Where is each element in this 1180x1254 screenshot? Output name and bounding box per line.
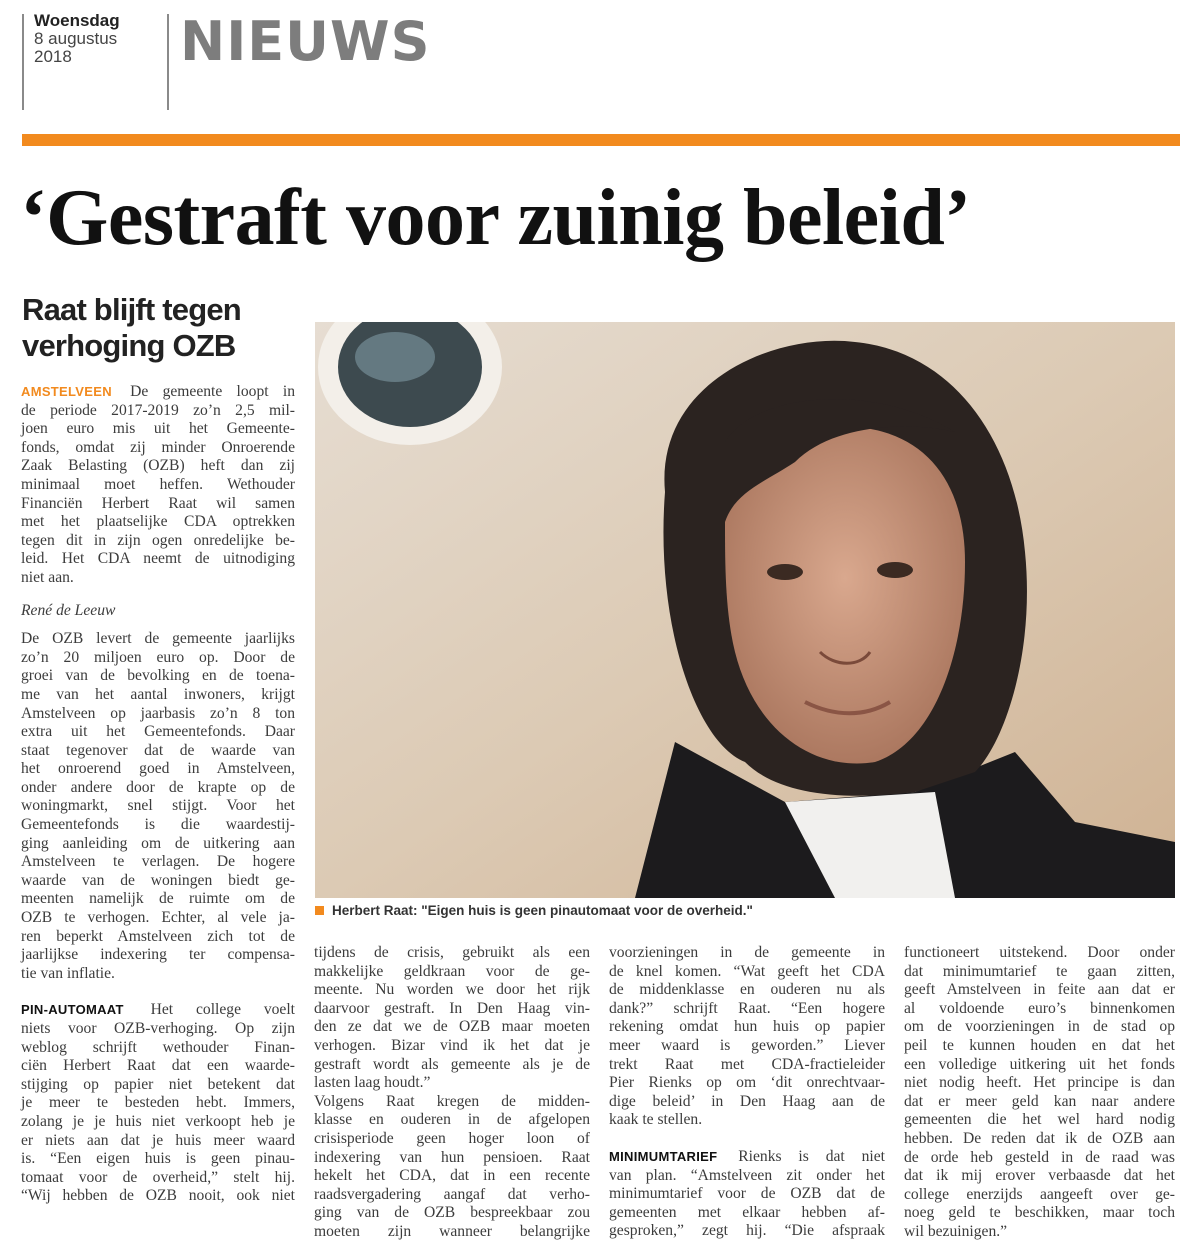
text-line xyxy=(21,1039,295,1058)
text-line xyxy=(21,779,295,798)
line-text: “Wij hebben de OZB nooit, ook niet xyxy=(21,1187,295,1205)
line-text: crisisperiode geen hoger loon of xyxy=(314,1129,590,1147)
text-line xyxy=(904,1149,1175,1168)
text-line xyxy=(21,797,295,816)
paragraph xyxy=(314,944,590,1093)
photo-caption xyxy=(315,903,753,918)
line-text: moeten zijn wanneer belangrijke xyxy=(314,1222,590,1240)
line-text: Volgens Raat kregen de midden- xyxy=(314,1092,590,1110)
text-line xyxy=(21,383,295,402)
text-line xyxy=(21,667,295,686)
line-text: Gemeentefonds is die waardestij- xyxy=(21,816,295,834)
line-text: raadsvergadering aangaf dat verho- xyxy=(314,1185,590,1203)
text-line xyxy=(21,1094,295,1113)
subhead-line: verhoging OZB xyxy=(22,328,236,363)
text-line xyxy=(21,890,295,909)
line-text: onder andere door de krapte op de xyxy=(21,778,295,796)
caption-bullet xyxy=(315,906,324,915)
line-text: noeg geld te beschikken, maar toch xyxy=(904,1204,1175,1222)
line-text: woningmarkt, snel stijgt. Voor het xyxy=(21,797,295,815)
line-text: makkelijke geldkraan voor de ge- xyxy=(314,962,590,980)
text-line xyxy=(21,1187,295,1206)
text-line xyxy=(904,1130,1175,1149)
line-text: den ze dat we de OZB maar moeten xyxy=(314,1018,590,1036)
line-text: gesproken,” zegt hij. “Die afspraak xyxy=(609,1222,885,1240)
text-line xyxy=(21,1113,295,1132)
line-text: is. “Een eigen huis is geen pinau- xyxy=(21,1150,295,1168)
article-column-3 xyxy=(609,944,885,1241)
line-text: van plan. “Amstelveen zit onder het xyxy=(609,1166,885,1184)
line-text: weblog schrijft wethouder Finan- xyxy=(21,1038,295,1056)
text-line xyxy=(21,835,295,854)
text-line xyxy=(609,944,885,963)
text-line xyxy=(21,402,295,421)
text-line xyxy=(314,1130,590,1149)
text-line xyxy=(904,1037,1175,1056)
line-text: stijging op papier niet betekent dat xyxy=(21,1075,295,1093)
text-line xyxy=(904,1167,1175,1186)
text-line xyxy=(904,1111,1175,1130)
text-line xyxy=(21,457,295,476)
article-column-4 xyxy=(904,944,1175,1242)
line-text: meenten namelijk de ruimte om de xyxy=(21,890,295,908)
text-line xyxy=(21,965,295,984)
line-text: al voldoende euro’s binnenkomen xyxy=(904,999,1175,1017)
text-line xyxy=(904,944,1175,963)
text-line xyxy=(904,1223,1175,1242)
line-text: peil te kunnen houden en dat het xyxy=(904,1036,1175,1054)
text-line xyxy=(904,1000,1175,1019)
text-line xyxy=(21,1057,295,1076)
line-text: de orde heb gesteld in de raad was xyxy=(904,1148,1175,1166)
line-text: het onroerend goed in Amstelveen, xyxy=(21,760,295,778)
line-text: minimumtarief voor de OZB dat de xyxy=(609,1185,885,1203)
line-text: joen euro mis uit het Gemeente- xyxy=(21,420,295,438)
text-line xyxy=(609,1056,885,1075)
line-text: indexering van hun pensioen. Raat xyxy=(314,1148,590,1166)
text-line xyxy=(609,1148,885,1167)
line-text: hekelt het CDA, dat in een recente xyxy=(314,1167,590,1185)
text-line xyxy=(21,760,295,779)
line-text: trekt Raat met CDA-fractieleider xyxy=(609,1055,885,1073)
divider xyxy=(22,14,24,110)
text-line xyxy=(21,420,295,439)
text-line xyxy=(609,1111,885,1130)
line-text: Het college voelt xyxy=(150,1001,296,1019)
text-line xyxy=(21,1169,295,1188)
line-text: fonds, omdat zij minder Onroerende xyxy=(21,438,295,456)
paragraph xyxy=(21,383,295,588)
article-column-1 xyxy=(21,383,295,1206)
line-text: Amstelveen te verlagen. De hogere xyxy=(21,853,295,871)
line-text: OZB te verhogen. Echter, al vele ja- xyxy=(21,909,295,927)
line-text: minimaal moet heffen. Wethouder xyxy=(21,475,295,493)
caption-text: Herbert Raat: "Eigen huis is geen pinautomaat voor de overheid." xyxy=(332,903,753,918)
text-line xyxy=(904,1018,1175,1037)
text-line xyxy=(21,550,295,569)
line-text: groei van de bevolking en de toena- xyxy=(21,667,295,685)
text-line xyxy=(21,909,295,928)
line-text: Zaak Belasting (OZB) heft dan zij xyxy=(21,457,295,475)
line-text: gemeenten met elkaar hebben af- xyxy=(609,1203,885,1221)
text-line xyxy=(21,649,295,668)
text-line xyxy=(21,1076,295,1095)
headline: ‘Gestraft voor zuinig beleid’ xyxy=(20,174,971,262)
line-text: ren beperkt Amstelveen zich tot de xyxy=(21,927,295,945)
text-line xyxy=(21,946,295,965)
text-line xyxy=(314,1111,590,1130)
paragraph xyxy=(314,1093,590,1242)
text-line xyxy=(609,1204,885,1223)
text-line xyxy=(21,532,295,551)
line-text: verhogen. Bizar vind ik het dat je xyxy=(314,1036,590,1054)
line-text: Pier Rienks op om ‘dit onrechtvaar- xyxy=(609,1074,885,1092)
line-text: Rienks is dat niet xyxy=(738,1147,885,1165)
line-text: waarde van de woningen biedt ge- xyxy=(21,871,295,889)
text-line xyxy=(21,872,295,891)
text-line xyxy=(609,1074,885,1093)
text-line xyxy=(21,1150,295,1169)
line-text: de periode 2017-2019 zo’n 2,5 mil- xyxy=(21,401,295,419)
line-text: met het plaatselijke CDA optrekken xyxy=(21,513,295,531)
text-line xyxy=(609,1222,885,1241)
line-text: niets voor OZB-verhoging. Op zijn xyxy=(21,1020,295,1037)
line-text: ging aanleiding om de uitkering aan xyxy=(21,834,295,852)
text-line xyxy=(21,742,295,761)
line-text: er niets aan dat je huis meer waard xyxy=(21,1131,295,1149)
line-text: wil bezuinigen.” xyxy=(904,1222,1008,1240)
byline: René de Leeuw xyxy=(21,601,116,619)
text-line xyxy=(904,981,1175,1000)
text-line xyxy=(904,963,1175,982)
text-line xyxy=(314,1167,590,1186)
text-line xyxy=(21,630,295,649)
text-line xyxy=(314,1074,590,1093)
line-text: Amstelveen op jaarbasis zo’n 8 ton xyxy=(21,704,295,722)
line-text: Financiën Herbert Raat wil samen xyxy=(21,494,295,512)
text-line xyxy=(314,963,590,982)
text-line xyxy=(314,1186,590,1205)
text-line xyxy=(21,928,295,947)
text-line xyxy=(314,981,590,1000)
line-text: kaak te stellen. xyxy=(609,1111,703,1129)
text-line xyxy=(609,1185,885,1204)
line-text: dat minimumtarief te gaan zitten, xyxy=(904,962,1175,980)
text-line xyxy=(21,723,295,742)
line-text: niet nodig heeft. Het principe is dan xyxy=(904,1074,1175,1092)
line-text: niet aan. xyxy=(21,568,74,586)
line-text: functioneert uitstekend. Door onder xyxy=(904,944,1175,961)
line-text: tijdens de crisis, gebruikt als een xyxy=(314,944,590,961)
text-line xyxy=(609,1018,885,1037)
text-line xyxy=(21,439,295,458)
text-line xyxy=(904,1093,1175,1112)
article-column-2 xyxy=(314,944,590,1242)
divider xyxy=(167,14,169,110)
paragraph xyxy=(609,944,885,1130)
line-text: dank?” schrijft Raat. “Een hogere xyxy=(609,999,885,1017)
line-text: ciën Herbert Raat dat een waarde- xyxy=(21,1057,295,1075)
line-text: gestraft wordt als gemeente als je de xyxy=(314,1055,590,1073)
text-line xyxy=(904,1056,1175,1075)
line-text: dat er meer geld kan naar andere xyxy=(904,1092,1175,1110)
line-text: meer waard is geworden.” Liever xyxy=(609,1036,885,1054)
line-text: me van het aantal inwoners, krijgt xyxy=(21,685,295,703)
text-line xyxy=(21,1001,295,1020)
text-line xyxy=(314,1018,590,1037)
weekday: Woensdag xyxy=(34,11,120,30)
line-text: leid. Het CDA neemt de uitnodiging xyxy=(21,550,295,568)
text-line xyxy=(609,1167,885,1186)
line-text: meente. Nu worden we door het rijk xyxy=(314,981,590,999)
line-text: staat tegenover dat de waarde van xyxy=(21,741,295,759)
line-text: dige beleid’ in Den Haag aan de xyxy=(609,1092,885,1110)
text-line xyxy=(21,1132,295,1151)
text-line xyxy=(314,1093,590,1112)
line-text: tegen dit in zijn ogen onredelijke be- xyxy=(21,531,295,549)
text-line xyxy=(904,1074,1175,1093)
text-line xyxy=(609,1093,885,1112)
text-line xyxy=(609,1000,885,1019)
line-text: om de voorzieningen in de stad op xyxy=(904,1018,1175,1036)
date: 8 augustus xyxy=(34,29,118,48)
line-text: zolang je je huis niet verkoopt heb je xyxy=(21,1112,295,1130)
subhead-line: Raat blijft tegen xyxy=(22,292,241,327)
line-text: De gemeente loopt in xyxy=(130,383,295,400)
text-line xyxy=(904,1204,1175,1223)
line-text: extra uit het Gemeentefonds. Daar xyxy=(21,723,295,741)
paragraph-lead: PIN-AUTOMAAT xyxy=(21,1002,124,1018)
line-text: rekening omdat hun huis op papier xyxy=(609,1018,885,1036)
line-text: De OZB levert de gemeente jaarlijks xyxy=(21,630,295,648)
line-text: daarvoor gestraft. In Den Haag vin- xyxy=(314,999,590,1017)
line-text: klasse en ouderen in de afgelopen xyxy=(314,1111,590,1129)
text-line xyxy=(314,1223,590,1242)
line-text: tomaat voor de overheid,” stelt hij. xyxy=(21,1168,295,1186)
line-text: dat ik mij erover verbaasde dat het xyxy=(904,1167,1175,1185)
text-line xyxy=(314,1204,590,1223)
paragraph xyxy=(904,944,1175,1242)
text-line xyxy=(314,1149,590,1168)
accent-bar xyxy=(22,134,1180,146)
portrait-photo xyxy=(315,322,1175,898)
text-line xyxy=(21,495,295,514)
year: 2018 xyxy=(34,47,72,66)
line-text: gemeenten die het wel hard nodig xyxy=(904,1111,1175,1129)
text-line xyxy=(609,1037,885,1056)
text-line xyxy=(904,1186,1175,1205)
line-text: zo’n 20 miljoen euro op. Door de xyxy=(21,648,295,666)
line-text: lasten laag houdt.” xyxy=(314,1074,431,1092)
text-line xyxy=(609,981,885,1000)
line-text: ging van de OZB bespreekbaar zou xyxy=(314,1204,590,1222)
line-text: voorzieningen in de gemeente in xyxy=(609,944,885,961)
text-line xyxy=(314,944,590,963)
issue-date xyxy=(34,12,120,66)
text-line xyxy=(21,476,295,495)
paragraph-lead: AMSTELVEEN xyxy=(21,384,112,399)
text-line xyxy=(314,1056,590,1075)
text-line xyxy=(21,686,295,705)
line-text: geeft Amstelveen in feite aan dat er xyxy=(904,981,1175,999)
line-text: college enerzijds aangeeft over ge- xyxy=(904,1185,1175,1203)
line-text: de knel komen. “Wat geeft het CDA xyxy=(609,962,885,980)
text-line xyxy=(314,1037,590,1056)
text-line xyxy=(21,1020,295,1039)
text-line xyxy=(21,705,295,724)
text-line xyxy=(21,513,295,532)
line-text: jaarlijkse indexering ter compensa- xyxy=(21,946,295,964)
paragraph xyxy=(21,1001,295,1206)
line-text: de middenklasse en ouderen nu als xyxy=(609,981,885,999)
text-line xyxy=(609,963,885,982)
paragraph-lead: MINIMUMTARIEF xyxy=(609,1148,718,1164)
section-title: NIEUWS xyxy=(180,10,431,73)
line-text: een volledige uitkering uit het fonds xyxy=(904,1055,1175,1073)
line-text: hebben. De reden dat ik de OZB aan xyxy=(904,1129,1175,1147)
line-text: tie van inflatie. xyxy=(21,964,115,982)
text-line xyxy=(21,816,295,835)
subheadline xyxy=(22,292,241,364)
text-line xyxy=(21,853,295,872)
text-line xyxy=(21,569,295,588)
line-text: je meer te besteden hebt. Immers, xyxy=(21,1094,295,1112)
text-line xyxy=(314,1000,590,1019)
paragraph xyxy=(21,630,295,983)
paragraph xyxy=(609,1148,885,1241)
